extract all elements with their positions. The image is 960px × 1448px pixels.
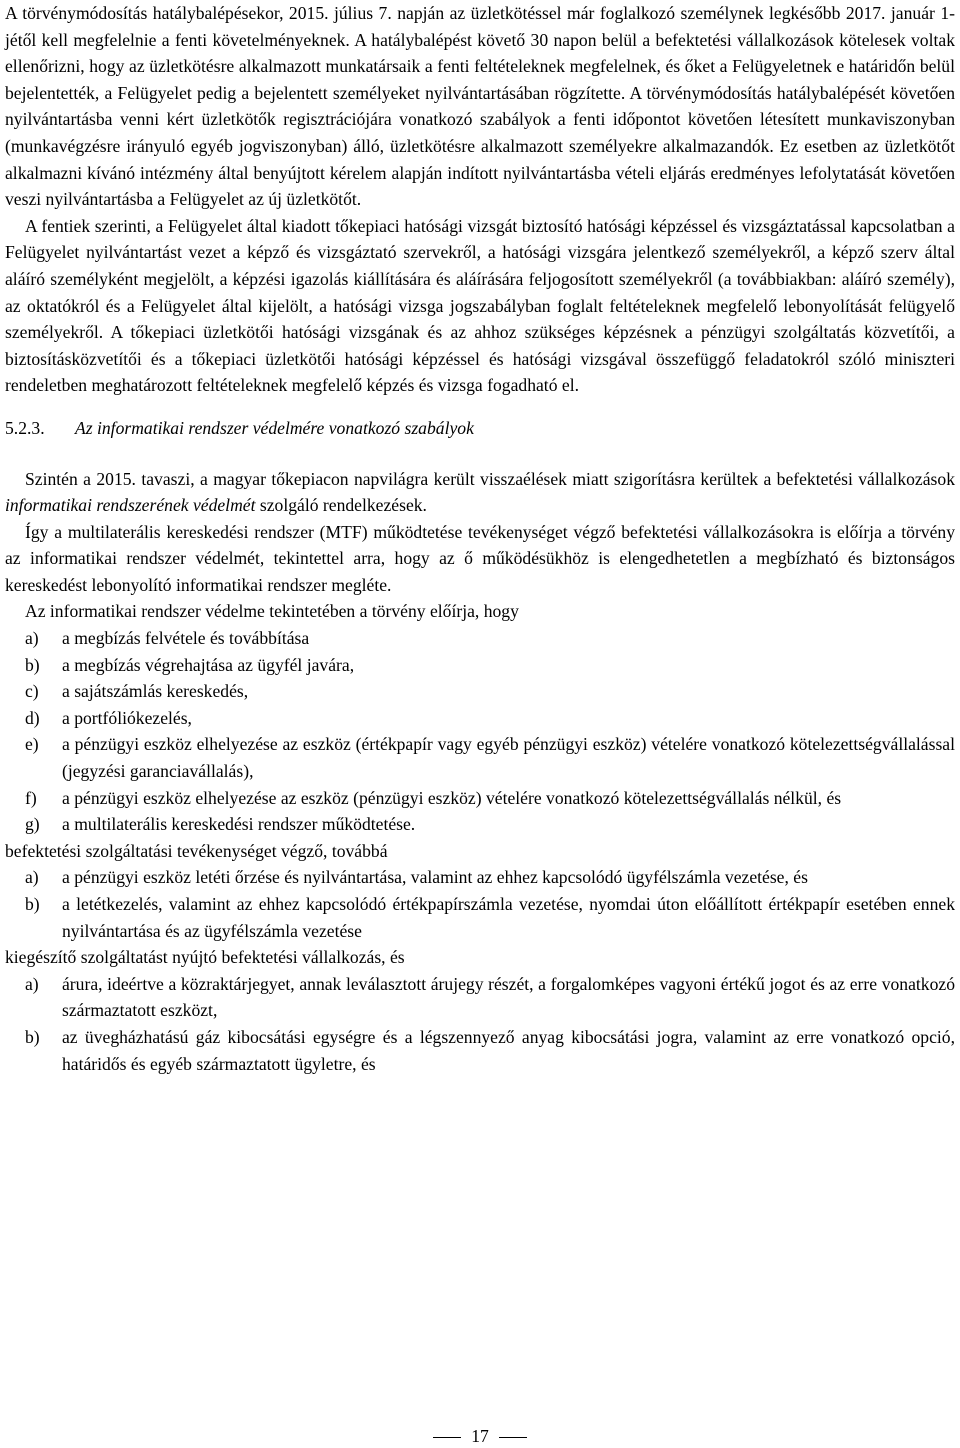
section-title: Az informatikai rendszer védelmére vonatkozó szabályok [75, 417, 474, 438]
list-item [5, 811, 955, 838]
page-number-value: 17 [471, 1426, 489, 1446]
list-item [5, 864, 955, 891]
list-marker: f) [25, 787, 37, 808]
list-text: a pénzügyi eszköz elhelyezése az eszköz (értékpapír vagy egyéb pénzügyi eszköz) vételére vonatkozó kötelezettségvállalással (jegyzési garanciavállalás), [62, 734, 955, 782]
list-text: a letétkezelés, valamint az ehhez kapcsolódó értékpapírszámla vezetése, nyomdai úton előállított értékpapír esetében ennek nyilvántartása és az ügyfélszámla vezetése [62, 894, 955, 941]
list-item [5, 705, 955, 732]
list-text: a megbízás végrehajtása az ügyfél javára, [62, 654, 355, 675]
paragraph-4: Így a multilaterális kereskedési rendszer (MTF) működtetése tevékenységet végző befektetési vállalkozásokra is előírja a törvény az informatikai rendszer védelmét, tekintettel arra, hogy az ő működésükhöz is elengedhetetlen a megbízható és biztonságos kereskedést lebonyolító informatikai rendszer megléte. [5, 521, 955, 595]
list-marker: e) [25, 734, 39, 755]
lead-2: befektetési szolgáltatási tevékenységet végző, továbbá [5, 840, 388, 861]
section-number: 5.2.3. [5, 417, 45, 438]
list-text: a megbízás felvétele és továbbítása [62, 628, 310, 649]
list-item [5, 678, 955, 705]
list-marker: b) [25, 1026, 40, 1047]
list-text: a portfóliókezelés, [62, 707, 192, 728]
paragraph-3 [5, 466, 955, 519]
page-number-dash-right [499, 1437, 527, 1438]
service-list-2 [5, 864, 955, 944]
list-marker: a) [25, 628, 39, 649]
list-text: az üvegházhatású gáz kibocsátási egységre és a légszennyező anyag kibocsátási jogra, valamint az erre vonatkozó opció, határidős és egyéb származtatott ügyletre, és [62, 1026, 955, 1074]
paragraph-5: Az informatikai rendszer védelme tekintetében a törvény előírja, hogy [25, 601, 519, 622]
lead-3: kiegészítő szolgáltatást nyújtó befektetési vállalkozás, és [5, 947, 405, 968]
paragraph-intro-1: A törvénymódosítás hatálybalépésekor, 2015. július 7. napján az üzletkötéssel már foglalkozó személynek legkésőbb 2017. január 1-jétől kell megfelelnie a fenti követelményeknek. A hatálybalépést követő 30 napon belül a befektetési vállalkozások kötelesek voltak ellenőrizni, hogy az üzletkötésre alkalmazott munkatársaik a fenti feltételeknek megfelelnek, és őket a Felügyeletnek e határidőn belül bejelentették, a Felügyelet pedig a bejelentett személyeket nyilvántartásában rögzítette. A törvénymódosítás hatálybalépését követően nyilvántartásba venni kért üzletkötők regisztrációjára vonatkozó szabályok a fenti időpontot követően létesített munkaviszonyban (munkavégzésre irányuló egyéb jogviszonyban) álló, üzletkötésre alkalmazott személyekre alkalmazandók. Ez esetben az üzletkötőt alkalmazni kívánó intézmény által benyújtott kérelem alapján indított nyilvántartásba vételi eljárás eredményes lefolytatását követően veszi nyilvántartásba a Felügyelet az új üzletkötőt. [5, 3, 955, 210]
list-marker: g) [25, 814, 40, 835]
list-text: árura, ideértve a közraktárjegyet, annak leválasztott árujegy részét, a forgalomképes vagyoni értékű jogot és az erre vonatkozó származtatott eszközt, [62, 973, 955, 1021]
list-text: a sajátszámlás kereskedés, [62, 681, 249, 702]
paragraph-3-end: szolgáló rendelkezések. [255, 495, 427, 516]
list-text: a pénzügyi eszköz letéti őrzése és nyilvántartása, valamint az ehhez kapcsolódó ügyfélszámla vezetése, és [62, 867, 808, 888]
paragraph-intro-2: A fentiek szerinti, a Felügyelet által kiadott tőkepiaci hatósági vizsgát biztosító hatósági képzéssel és vizsgáztatással kapcsolatban a Felügyelet nyilvántartást vezet a képző és vizsgáztató szervekről, a hatósági vizsgára jelentkező személyekről, a képző szerv által aláíró személyként megjelölt, a képzési igazolás kiállítására és aláírására feljogosított személyekről (a továbbiakban: aláíró személy), az oktatókról és a Felügyelet által kijelölt, a hatósági vizsga jogszabályban foglalt feltételeknek megfelelő lebonyolítását felügyelő személyekről. A tőkepiaci üzletkötői hatósági vizsgának és az ahhoz szükséges képzésnek a pénzügyi szolgáltatás közvetítői, a biztosításközvetítői és a tőkepiaci üzletkötői hatósági képzéssel és hatósági vizsgával összefüggő feladatokról szóló miniszteri rendeletben meghatározott feltételeknek megfelelő képzés és vizsga fogadható el. [5, 215, 955, 396]
list-item [5, 625, 955, 652]
list-item [5, 891, 955, 944]
list-text: a multilaterális kereskedési rendszer működtetése. [62, 814, 416, 835]
document-page [5, 0, 955, 1077]
service-list-1 [5, 625, 955, 838]
service-list-3 [5, 971, 955, 1077]
list-item [5, 1024, 955, 1077]
list-marker: a) [25, 867, 39, 888]
list-marker: d) [25, 707, 40, 728]
section-heading [5, 415, 955, 442]
list-item [5, 652, 955, 679]
list-marker: a) [25, 973, 39, 994]
page-number [0, 1424, 960, 1448]
list-item [5, 785, 955, 812]
list-item [5, 971, 955, 1024]
list-marker: c) [25, 681, 39, 702]
list-item [5, 731, 955, 784]
paragraph-3-start: Szintén a 2015. tavaszi, a magyar tőkepiacon napvilágra került visszaélések miatt szigorításra kerültek a befektetési vállalkozások [25, 468, 955, 489]
page-number-dash-left [433, 1437, 461, 1438]
list-marker: b) [25, 894, 40, 914]
paragraph-3-emphasis: informatikai rendszerének védelmét [5, 495, 256, 516]
list-marker: b) [25, 654, 40, 675]
list-text: a pénzügyi eszköz elhelyezése az eszköz (pénzügyi eszköz) vételére vonatkozó kötelezettségvállalás nélkül, és [62, 787, 842, 808]
